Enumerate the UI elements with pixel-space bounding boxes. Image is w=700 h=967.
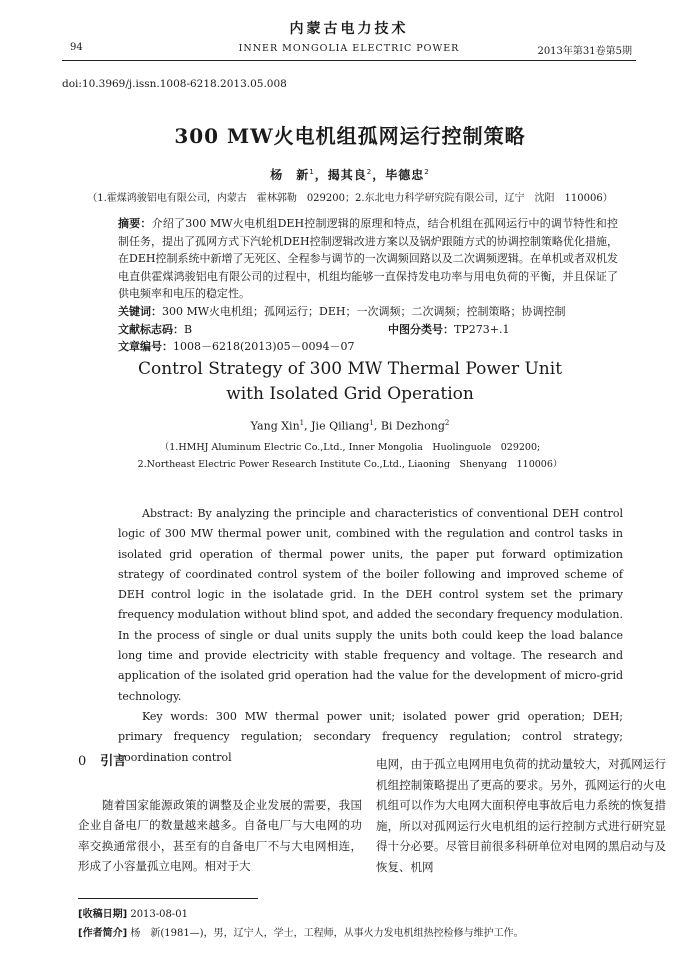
abstract-en — [118, 504, 623, 768]
running-header — [62, 16, 636, 61]
affiliation-line: 2.Northeast Electric Power Research Institute Co.,Ltd., Liaoning Shenyang 110006） — [137, 459, 563, 470]
journal-name-cn: 内蒙古电力技术 — [289, 21, 409, 37]
received-label: [收稿日期] — [78, 909, 128, 920]
bio-label: [作者简介] — [78, 928, 128, 939]
doc-code-label: 文献标志码： — [118, 322, 184, 336]
clc-value: TP273+.1 — [454, 322, 510, 336]
title-en-line: Control Strategy of 300 MW Thermal Power Unit — [137, 359, 563, 379]
authors-en — [0, 419, 700, 433]
footnote-received — [78, 905, 188, 920]
issue-info: 2013年第31卷第5期 — [537, 46, 632, 57]
affiliation-line: （1.HMHJ Aluminum Electric Co.,Ltd., Inner Mongolia Huolinguole 029200; — [159, 442, 541, 453]
author-affil-mark: 2 — [444, 419, 450, 427]
keywords-text: 300 MW火电机组；孤网运行；DEH；一次调频；二次调频；控制策略；协调控制 — [162, 304, 566, 318]
author-affil-mark: 1 — [299, 419, 305, 427]
title-cn: 300 MW火电机组孤网运行控制策略 — [174, 124, 526, 148]
section-title: 引言 — [100, 754, 127, 769]
author-separator: , — [373, 419, 381, 433]
title-en — [0, 357, 700, 407]
classification-row — [118, 321, 618, 339]
clc-number — [388, 321, 509, 339]
abstract-en-label: Abstract: — [142, 507, 194, 520]
abstract-cn-body — [118, 215, 618, 303]
clc-label: 中图分类号： — [388, 322, 454, 336]
author-affil-mark: 2 — [424, 168, 430, 176]
author-name: 杨 新 — [270, 168, 310, 182]
article-no-label: 文章编号： — [118, 340, 173, 354]
author-affil-mark: 1 — [369, 419, 374, 427]
journal-name-en: INNER MONGOLIA ELECTRIC POWER — [238, 43, 460, 54]
footnote-rule — [78, 898, 258, 899]
body-paragraph: 电网，由于孤立电网用电负荷的扰动量较大，对孤网运行机组控制策略提出了更高的要求。另外，孤网运行的火电机组可以作为大电网大面积停电事故后电力系统的恢复措施，所以对孤网运行火电机组的运行控制方式进行研究显得十分必要。尽管目前很多科研单位对电网的黑启动与及恢复、机网 — [376, 757, 666, 874]
keywords-en-label: Key words: — [142, 709, 209, 723]
author-separator: ， — [314, 168, 328, 182]
keywords-cn — [118, 303, 618, 321]
abstract-en-text: By analyzing the principle and characteristics of conventional DEH control logic of 300 MW thermal power unit, combined with the regulation and control tasks in isolated grid operation of thermal power units, the paper put forward optimization strategy of coordinated control system of the boiler following and improved scheme of DEH control logic in the isolatade grid. In the DEH control system set the primary frequency modulation without blind spot, and added the secondary frequency modulation. In the process of single or dual units supply the units both could keep the load balance long time and provide electricity with stable frequency and voltage. The research and application of the isolated grid operation had the value for the development of micro-grid technology. — [118, 507, 623, 703]
body-column-left — [78, 752, 362, 877]
author-separator: ， — [372, 168, 386, 182]
author-name: Jie Qiliang — [311, 419, 370, 433]
keywords-label: 关键词： — [118, 304, 162, 318]
author-name: 毕德忠 — [385, 168, 425, 182]
author-name: Yang Xin — [250, 419, 300, 433]
received-date: 2013-08-01 — [130, 909, 188, 920]
authors-cn — [0, 166, 700, 183]
doc-code: B — [184, 322, 193, 336]
article-number — [118, 338, 618, 356]
abstract-en-body — [118, 504, 623, 707]
author-name: 揭其良 — [327, 168, 367, 182]
author-affil-mark: 2 — [366, 168, 373, 176]
section-number: 0 — [78, 754, 87, 769]
body-column-right — [376, 754, 666, 877]
author-affil-mark: 1 — [309, 168, 315, 176]
abstract-text: 介绍了300 MW火电机组DEH控制逻辑的原理和特点，结合机组在孤网运行中的调节特性和控制任务，提出了孤网方式下汽轮机DEH控制逻辑改进方案以及锅炉跟随方式的协调控制策略优化措施，在DEH控制系统中新增了无死区、全程参与调节的一次调频回路以及二次调频逻辑。在单机或者双机发电直供霍煤鸿骏铝电有限公司的过程中，机组均能够一直保持发电功率与用电负荷的平衡，并且保证了供电频率和电压的稳定性。 — [118, 217, 618, 301]
section-heading — [78, 752, 362, 773]
article-no-value: 1008－6218(2013)05－0094－07 — [173, 340, 355, 354]
bio-text: 杨 新(1981—)，男，辽宁人，学士，工程师，从事火力发电机组热控检修与维护工作。 — [130, 928, 524, 939]
abstract-cn — [118, 215, 618, 356]
keywords-en-text: 300 MW thermal power unit; isolated power grid operation; DEH; primary frequency regulation; secondary frequency regulation; control strategy; coordination control — [118, 709, 623, 764]
abstract-label: 摘要： — [118, 217, 152, 230]
affiliations-cn: （1.霍煤鸿骏铝电有限公司，内蒙古 霍林郭勒 029200；2.东北电力科学研究院有限公司，辽宁 沈阳 110006） — [87, 193, 613, 204]
author-name: Bi Dezhong — [380, 419, 445, 433]
body-paragraph: 随着国家能源政策的调整及企业发展的需要，我国企业自备电厂的数量越来越多。自备电厂与大电网的功率交换通常很小，甚至有的自备电厂不与大电网相连，形成了小容量孤立电网。相对于大 — [78, 797, 362, 873]
doi[interactable]: doi:10.3969/j.issn.1008-6218.2013.05.008 — [62, 78, 287, 90]
footnote-author-bio — [78, 924, 524, 939]
author-separator: , — [304, 419, 312, 433]
title-en-line: with Isolated Grid Operation — [226, 384, 474, 404]
affiliations-en — [0, 439, 700, 473]
page-number: 94 — [70, 42, 83, 53]
